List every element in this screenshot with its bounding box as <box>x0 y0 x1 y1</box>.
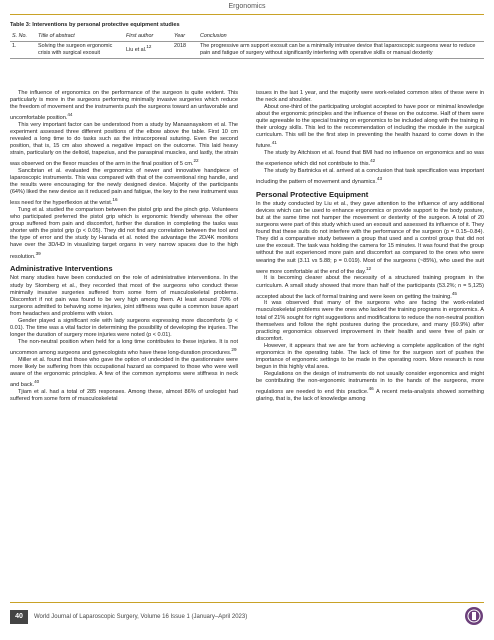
paragraph <box>256 275 484 300</box>
paragraph <box>256 300 484 342</box>
paragraph-text: Tjiam et al. had a total of 285 responses. Among these, almost 86% of urologist had suffered from some form of musculoskeletal <box>10 388 238 402</box>
publisher-seal-icon <box>464 606 484 626</box>
citation: 39 <box>35 250 41 256</box>
paragraph <box>256 150 484 168</box>
paragraph <box>10 389 238 403</box>
citation: 16 <box>112 197 118 203</box>
paragraph-text: Not many studies have been conducted on the role of administrative interventions. In the study by Stomberg et al., they recorded that most of the surgeons who conduct these minimally invasive surgeries suffered from some form of musculoskeletal problems. Discomfort if not pain was found to be very high among them. At least around 70% of surgeons admitted to behaving some injuries, joint stiffness was quite a common issue apart from headaches and problems with vision. <box>10 275 238 317</box>
author-name: Liu et al. <box>126 46 147 53</box>
page-number: 40 <box>10 610 28 624</box>
paragraph <box>10 90 238 122</box>
paragraph-text: Tung et al. studied the comparison between the pistol grip and the pinch grip. Volunteers who participated preferred the pistol grip which is ergonomic friendly whereas the other group suffered from pain and discomfort, further the duration in completing the tasks was shorter with the pistol grip (p < 0.05). They did not find any correlation between the tool and the type of error and the study by Harada et al. noted the advantage the 2D/4K monitors have over the 3D/HD in visualizing target organs in very narrow spaces due to the high resolution. <box>10 207 238 260</box>
col-header: Conclusion <box>198 31 484 42</box>
cell-year: 2018 <box>172 42 198 59</box>
section-heading: Personal Protective Equipment <box>256 190 369 200</box>
interventions-table <box>10 31 484 59</box>
paragraph-text: The study by Aitchison et al. found that BMI had no influence on ergonomics and so was the experience which did not contribute to this. <box>256 150 484 168</box>
right-column <box>256 90 484 403</box>
citation: 41 <box>271 140 277 146</box>
table-header-row <box>10 31 484 42</box>
table-row <box>10 42 484 59</box>
author-ref: 12 <box>146 44 152 49</box>
citation: 12 <box>365 265 372 271</box>
citation: 46 <box>368 386 374 391</box>
paragraph <box>10 318 238 339</box>
paragraph <box>256 168 484 186</box>
citation: 22 <box>193 158 199 164</box>
col-header: Title of abstract <box>36 31 124 42</box>
header-divider <box>10 14 484 15</box>
section-heading: Administrative Interventions <box>10 264 113 274</box>
paragraph-text: However, it appears that we are far from achieving a complete application of the right ergonomics in the operating table. The lack of time for the surgeon sort of pushes the importance of ergonomic settings to be made in the operating room. More research is now begun in this highly vital area. <box>256 342 484 370</box>
col-header: Year <box>172 31 198 42</box>
paragraph-text: Miller et al. found that those who gave the option of undecided in the questionnaire were more likely be suffering from this occupational hazard as compared to those who were well aware of the ergonomic principles. A few of the common symptoms were stiffness in neck and back. <box>10 356 238 388</box>
paragraph-text: Sancibrian et al. evaluated the ergonomics of newer and innovative handpiece of laparoscopic instruments. This was compared with that of the conventional ring handle, and the results were encouraging for the newly designed device. Majority of the participants (64%) liked the new device as it reduced pain and fatigue, the key to the new instrument was less need for the hyperflexion at the wrist. <box>10 168 238 207</box>
paragraph <box>256 371 484 403</box>
paragraph <box>10 275 238 317</box>
col-header: First author <box>124 31 172 42</box>
paragraph-text: issues in the last 1 year, and the majority were work-related common sites of these were in the neck and shoulder. <box>256 90 484 104</box>
paragraph-text: The influence of ergonomics on the performance of the surgeon is quite evident. This particularly is more in the surgeons performing minimally invasive surgeries which reduce the freedom of movement and the instruments push the surgeons toward an unfavorable and uncomfortable position. <box>10 90 238 121</box>
citation: 40 <box>34 378 40 384</box>
cell-conclusion: The progressive arm support exosuit can be a minimally intrusive device that laparoscopic surgeons wear to reduce pain and fatigue of surgery without significantly interfering with operative skills or manual dexterity <box>198 42 484 59</box>
paragraph <box>10 339 238 357</box>
paragraph <box>256 90 484 104</box>
paragraph <box>10 357 238 389</box>
cell-title: Solving the surgeon ergonomic crisis with surgical exosuit <box>36 42 124 59</box>
col-header: S. No. <box>10 31 36 42</box>
table-title: Table 3: Interventions by personal protective equipment studies <box>10 22 180 28</box>
paragraph-text: Regulations on the design of instruments do not usually consider ergonomics and might be contributing the non-ergonomic instruments in to the hands of the surgeons, more regulations are needed to end this practice. <box>256 370 484 395</box>
paragraph-text: A recent meta-analysis showed something glaring, that is, the lack of knowledge among <box>256 388 484 402</box>
paragraph <box>10 207 238 260</box>
cell-number: 1. <box>10 42 36 59</box>
paragraph <box>10 168 238 207</box>
paragraph-text: The non-neutral position when held for a long time contributes to these injuries. It is not uncommon among surgeons and gynecologists who have these long-duration procedures. <box>10 338 238 356</box>
paragraph-text: This very important factor can be understood from a study by Manasnayakorn et al. The experiment assessed three different positions of the elbow above the table. First 10 cm revealed a long time to do tasks such as the intracorporeal suturing. Even the second position, that is, 15 cm also showed a negative impact on the outcome. This laid heavy strain, particularly on the deltoid, trapezius, and the paraspinal muscles, and lastly, the strain was observed on the flexor muscles of the arm in the final position of 5 cm. <box>10 122 238 168</box>
paragraph-text: It was observed that many of the surgeons who are facing the work-related musculoskeletal problems were the ones who lacked the training programs in ergonomics. A total of 21% sought for right suggestions and modifications to reduce the non-neutral position themselves and follow the right postures during the procedure, and many (69.9%) after practicing ergonomics observed improvement in their health and were free of pain or discomfort. <box>256 300 484 342</box>
footer-divider <box>10 602 484 603</box>
paragraph <box>256 343 484 371</box>
citation: 44 <box>67 112 73 118</box>
journal-citation: World Journal of Laparoscopic Surgery, Volume 16 Issue 1 (January–April 2023) <box>34 614 248 620</box>
paragraph-text: The study by Bartnicka et al. arrived at a conclusion that task specification was important including the pattern of movement and dynamics. <box>256 168 484 186</box>
citation: 45 <box>451 290 457 296</box>
citation: 43 <box>376 176 383 182</box>
cell-author <box>124 42 172 59</box>
paragraph <box>256 104 484 150</box>
paragraph-text: About one-third of the participating urologist accepted to have poor or minimal knowledge about the ergonomic principles and the influence of these on the outcome. Half of them were quite agreeable to the special training on ergonomics to be included along with the training in their urology skills. This led to the recommendation of including the module in the surgical curriculum. This will be the first step in preventing the health hazard to come down in the future. <box>256 104 484 150</box>
paragraph-text: It is becoming clearer about the necessity of a structured training program in the curriculum. A small study showed that more than half of the participants (53.2%; n = 5,125) accepted about the lack of formal training and were keen on getting the training. <box>256 275 484 300</box>
citation: 42 <box>370 158 376 164</box>
running-header: Ergonomics <box>228 3 266 10</box>
paragraph-text: In the study conducted by Liu et al., they gave attention to the influence of any additional devices which can be used to enhance ergonomics or provide support to the body posture, but at the same time not hamper the movement or dexterity of the surgeon. A total of 20 surgeons were part of this study which used an exosuit and assessed its influence of it. They found that these suits do not interfere with the performance of the surgeon (p = 0.15–0.84). They did a comparative study between a group that used and a control group that did not use the exosuit. The task was holding the camera for 15 minutes. It was found that the group without the suit experienced more pain and discomfort as compared to the ones who were wearing the suit (3.11 vs 5.88; p = 0.019). Most of the surgeons (~85%), who used the suit were more comfortable at the end of the day. <box>256 201 484 275</box>
left-column <box>10 90 238 403</box>
paragraph <box>256 201 484 275</box>
paragraph <box>10 122 238 168</box>
paragraph-text: Gender played a significant role with lady surgeons expressing more discomforts (p < 0.01). The time was a vital factor in determining the possibility of developing the injuries. The longer the duration of surgery more injuries were noted (p < 0.01). <box>10 317 238 338</box>
citation: 29 <box>231 346 237 352</box>
